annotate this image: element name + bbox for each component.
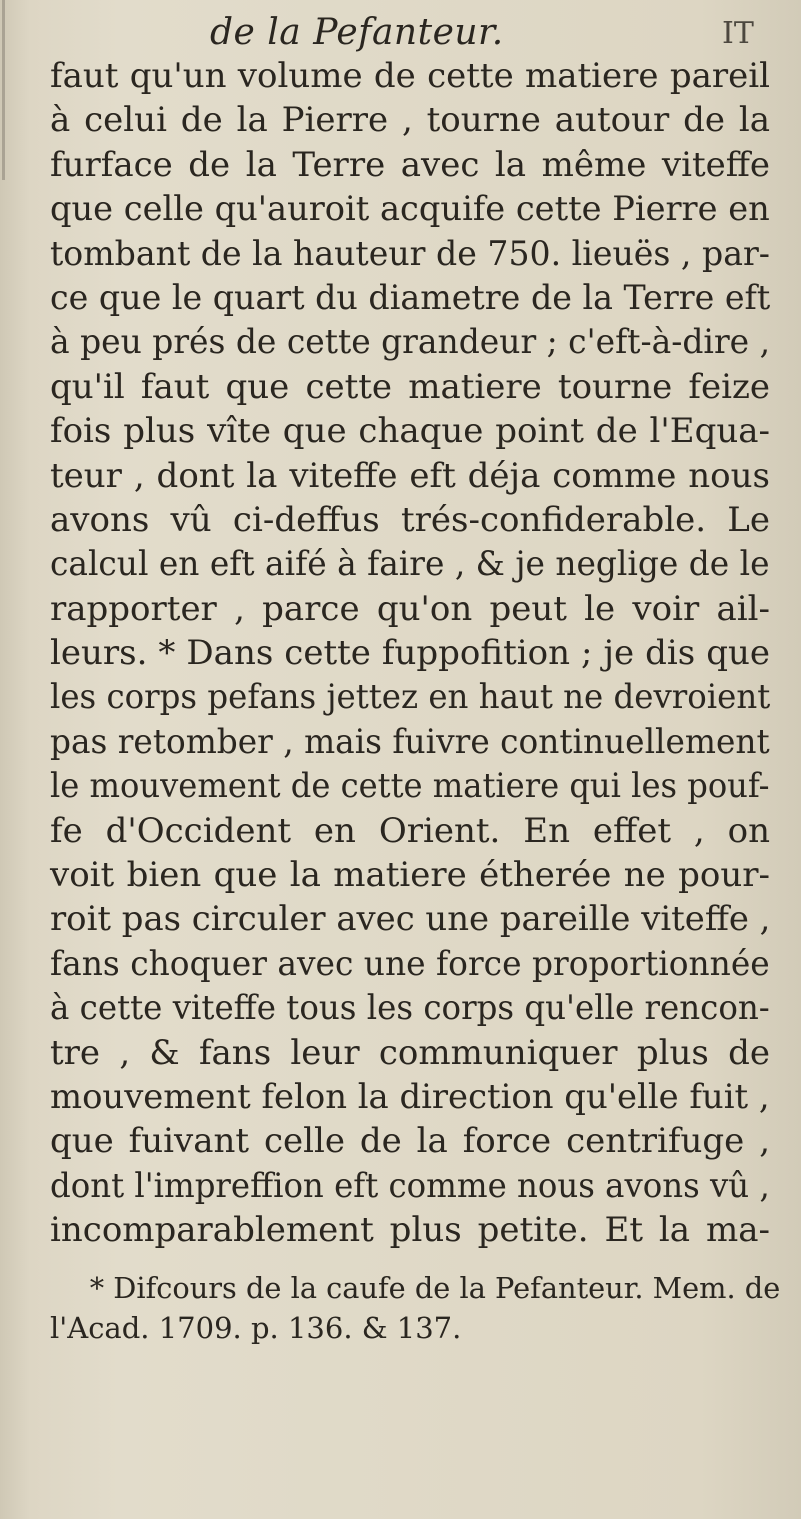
body-text [50,54,770,1253]
text-line: à celui de la Pierre , tourne autour de la [50,100,770,141]
text-line: à cette viteffe tous les corps qu'elle rencon- [50,988,770,1029]
text-line: pas retomber , mais fuivre continuellement [50,721,770,762]
text-line: faut qu'un volume de cette matiere pareil [50,56,770,96]
text-line: que fuivant celle de la force centrifuge , [50,1121,770,1162]
text-line: incomparablement plus petite. Et la ma- [50,1210,770,1251]
text-line: rapporter , parce qu'on peut le voir ail- [50,588,770,629]
text-line: calcul en eft aifé à faire , & je neglige de le [50,544,770,585]
text-line: que celle qu'auroit acquife cette Pierre en [50,189,770,230]
footnote [50,1268,780,1348]
page-number: IT [722,16,754,51]
text-line: à peu prés de cette grandeur ; c'eft-à-dire , [50,322,771,363]
text-line: le mouvement de cette matiere qui les pouf- [50,766,770,807]
text-line: fans choquer avec une force proportionnée [50,943,770,984]
text-line: avons vû ci-deffus trés-confiderable. Le [50,499,770,540]
text-line: ce que le quart du diametre de la Terre eft [50,277,771,318]
text-line: mouvement felon la direction qu'elle fuit , [50,1076,770,1117]
text-line: les corps pefans jettez en haut ne devroient [50,677,771,718]
text-line: dont l'impreffion eft comme nous avons vû , [50,1165,770,1206]
running-title: de la Pefanteur. [210,12,504,53]
footnote-line: * Difcours de la caufe de la Pefanteur. Mem. de [89,1271,781,1305]
text-line: qu'il faut que cette matiere tourne feize [50,366,770,407]
text-line: voit bien que la matiere étherée ne pour- [50,855,770,896]
text-line: fois plus vîte que chaque point de l'Equa- [50,411,770,452]
page-header [0,8,801,56]
text-line: furface de la Terre avec la même viteffe [50,144,770,185]
footnote-line: l'Acad. 1709. p. 136. & 137. [50,1311,462,1345]
text-line: fe d'Occident en Orient. En effet , on [50,810,770,851]
text-line: tombant de la hauteur de 750. lieuës , par- [50,233,770,274]
text-line: tre , & fans leur communiquer plus de [50,1032,770,1073]
text-line: teur , dont la viteffe eft déja comme nous [50,455,770,496]
text-line: roit pas circuler avec une pareille viteffe , [50,899,771,940]
text-line: leurs. * Dans cette fuppofition ; je dis que [50,633,770,674]
